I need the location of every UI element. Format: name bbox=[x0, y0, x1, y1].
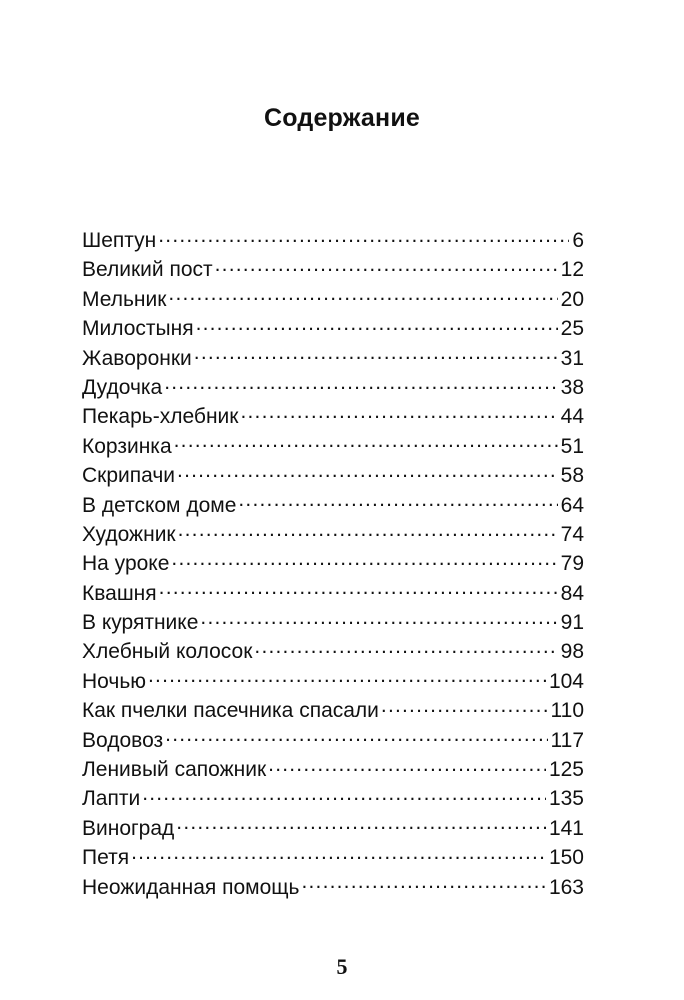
dot-leader bbox=[254, 637, 557, 658]
toc-entry bbox=[82, 255, 584, 284]
toc-entry bbox=[82, 843, 584, 872]
toc-entry-title: Жаворонки bbox=[82, 346, 192, 370]
dot-leader bbox=[238, 491, 557, 512]
dot-leader bbox=[131, 843, 546, 864]
toc-entry bbox=[82, 549, 584, 578]
dot-leader bbox=[164, 373, 557, 394]
toc-entry-title: Мельник bbox=[82, 287, 167, 311]
dot-leader bbox=[158, 226, 569, 247]
toc-entry-title: В курятнике bbox=[82, 611, 199, 635]
toc-entry-title: Петя bbox=[82, 846, 130, 870]
toc-entry-page: 91 bbox=[560, 611, 584, 635]
dot-leader bbox=[381, 696, 548, 717]
toc-entry-page: 79 bbox=[560, 552, 584, 576]
toc-entry-title: Милостыня bbox=[82, 317, 194, 341]
toc-entry-page: 150 bbox=[548, 846, 584, 870]
toc-entry bbox=[82, 373, 584, 402]
dot-leader bbox=[196, 314, 558, 335]
dot-leader bbox=[165, 726, 547, 747]
toc-entry bbox=[82, 491, 584, 520]
toc-entry-title: Квашня bbox=[82, 581, 157, 605]
toc-entry-page: 58 bbox=[560, 464, 584, 488]
toc-entry bbox=[82, 814, 584, 843]
toc-entry-page: 135 bbox=[548, 787, 584, 811]
toc-entry-page: 64 bbox=[560, 493, 584, 517]
toc-entry bbox=[82, 667, 584, 696]
toc-entry-page: 74 bbox=[560, 522, 584, 546]
toc-entry-title: Хлебный колосок bbox=[82, 640, 253, 664]
dot-leader bbox=[176, 814, 546, 835]
toc-entry bbox=[82, 726, 584, 755]
toc-entry-page: 125 bbox=[548, 758, 584, 782]
dot-leader bbox=[159, 579, 558, 600]
toc-entry-title: Ночью bbox=[82, 669, 147, 693]
toc-entry-title: Пекарь-хлебник bbox=[82, 405, 239, 429]
toc-entry-title: В детском доме bbox=[82, 493, 237, 517]
toc-entry-page: 44 bbox=[560, 405, 584, 429]
toc-entry-title: Художник bbox=[82, 522, 176, 546]
toc-entry-title: Великий пост bbox=[82, 258, 213, 282]
toc-entry bbox=[82, 402, 584, 431]
toc-entry-page: 163 bbox=[548, 875, 584, 899]
dot-leader bbox=[301, 873, 545, 894]
toc-entry-title: На уроке bbox=[82, 552, 170, 576]
toc-entry bbox=[82, 344, 584, 373]
dot-leader bbox=[240, 402, 557, 423]
dot-leader bbox=[200, 608, 557, 629]
toc-entry-page: 117 bbox=[550, 728, 584, 752]
toc-entry-title: Неожиданная помощь bbox=[82, 875, 300, 899]
toc-entry bbox=[82, 873, 584, 902]
toc-entry-title: Дудочка bbox=[82, 375, 163, 399]
toc-entry-title: Скрипачи bbox=[82, 464, 176, 488]
toc-entry bbox=[82, 755, 584, 784]
toc-entry-title: Виноград bbox=[82, 816, 175, 840]
toc-entry-page: 20 bbox=[560, 287, 584, 311]
toc-entry-title: Лапти bbox=[82, 787, 141, 811]
dot-leader bbox=[215, 255, 558, 276]
dot-leader bbox=[171, 549, 557, 570]
toc-entry-page: 51 bbox=[560, 434, 584, 458]
toc-entry-page: 12 bbox=[560, 258, 584, 282]
dot-leader bbox=[268, 755, 546, 776]
dot-leader bbox=[148, 667, 546, 688]
page-number: 5 bbox=[336, 954, 348, 979]
toc-entry-title: Как пчелки пасечника спасали bbox=[82, 699, 379, 723]
toc-entry bbox=[82, 696, 584, 725]
toc-entry bbox=[82, 520, 584, 549]
toc-entry-page: 38 bbox=[560, 375, 584, 399]
toc-entry-page: 110 bbox=[550, 699, 584, 723]
toc-entry-page: 104 bbox=[548, 669, 584, 693]
dot-leader bbox=[178, 520, 558, 541]
toc-entry-page: 31 bbox=[560, 346, 584, 370]
toc-entry bbox=[82, 637, 584, 666]
toc-entry bbox=[82, 784, 584, 813]
dot-leader bbox=[194, 344, 558, 365]
toc-entry-title: Водовоз bbox=[82, 728, 164, 752]
toc-entry bbox=[82, 608, 584, 637]
toc-entry bbox=[82, 432, 584, 461]
toc-entry-page: 84 bbox=[560, 581, 584, 605]
toc-entry-title: Шептун bbox=[82, 229, 157, 252]
toc-entry bbox=[82, 314, 584, 343]
page-title: Содержание bbox=[263, 104, 421, 132]
toc-entry-page: 141 bbox=[548, 816, 584, 840]
toc-entry-title: Ленивый сапожник bbox=[82, 758, 267, 782]
toc-entry-page: 6 bbox=[572, 229, 584, 252]
toc-entry bbox=[82, 579, 584, 608]
toc-entry bbox=[82, 226, 584, 255]
toc-entry bbox=[82, 461, 584, 490]
dot-leader bbox=[168, 285, 557, 306]
toc-entry-page: 98 bbox=[560, 640, 584, 664]
dot-leader bbox=[142, 784, 546, 805]
toc-entry-title: Корзинка bbox=[82, 434, 172, 458]
dot-leader bbox=[174, 432, 558, 453]
table-of-contents bbox=[82, 226, 584, 902]
dot-leader bbox=[177, 461, 558, 482]
toc-entry bbox=[82, 285, 584, 314]
toc-entry-page: 25 bbox=[560, 317, 584, 341]
